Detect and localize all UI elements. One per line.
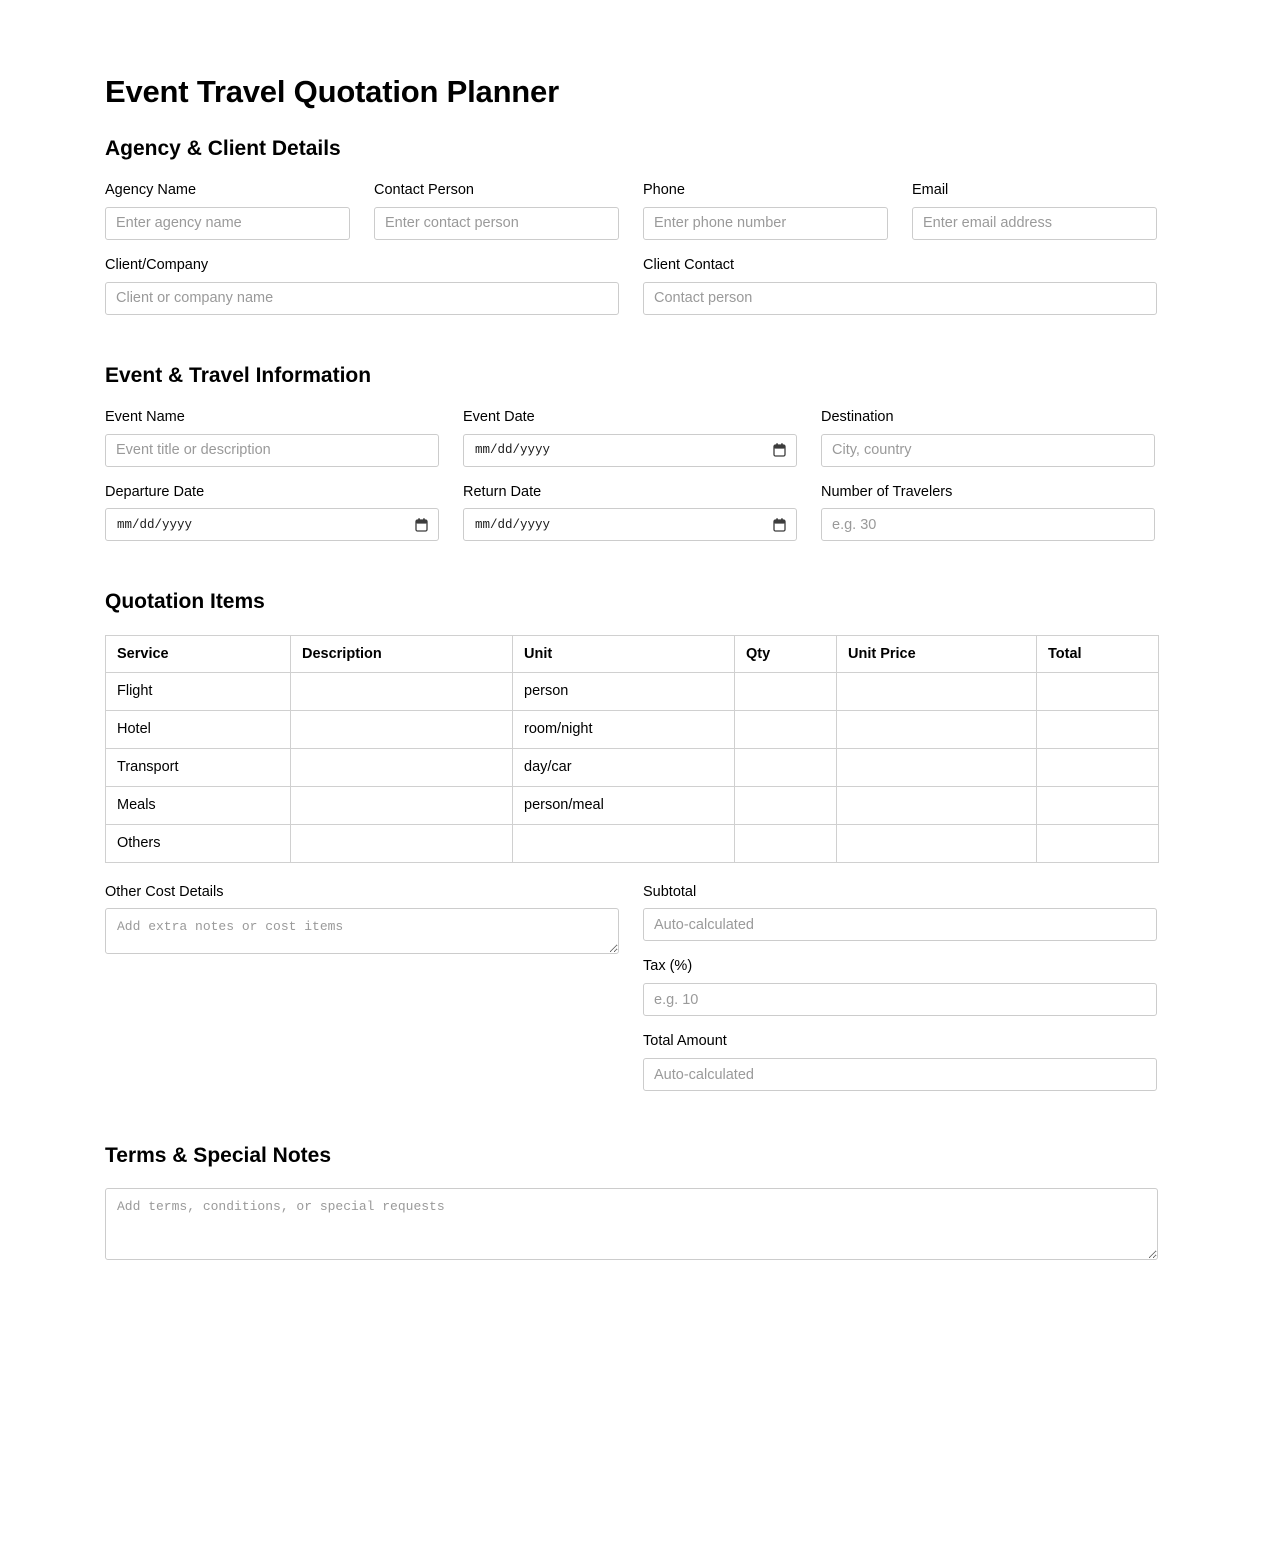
cell-qty[interactable] [735, 673, 837, 711]
cell-qty[interactable] [735, 749, 837, 787]
cell-description[interactable] [291, 749, 513, 787]
label-client-contact: Client Contact [643, 256, 735, 273]
departure-date-input[interactable] [105, 508, 439, 541]
event-name-input[interactable] [105, 434, 439, 467]
cell-total [1037, 786, 1159, 824]
field-subtotal [643, 883, 1157, 942]
field-number-of-travelers [821, 483, 1155, 542]
column-header-qty: Qty [735, 635, 837, 673]
table-header-row [106, 635, 1159, 673]
cost-and-totals-area [105, 883, 1158, 1092]
cell-unit-price[interactable] [837, 786, 1037, 824]
cell-service: Others [106, 824, 291, 862]
field-tax-percent [643, 957, 1157, 1016]
cell-unit: person/meal [513, 786, 735, 824]
event-date-placeholder-text: mm/dd/yyyy [475, 443, 551, 458]
label-email: Email [912, 181, 949, 198]
field-agency-name [105, 181, 350, 240]
label-total-amount: Total Amount [643, 1033, 727, 1050]
cell-total [1037, 824, 1159, 862]
cell-qty[interactable] [735, 711, 837, 749]
label-return-date: Return Date [463, 483, 542, 500]
label-departure-date: Departure Date [105, 483, 205, 500]
table-row [106, 824, 1159, 862]
event-date-input[interactable] [463, 434, 797, 467]
email-input[interactable] [912, 207, 1157, 240]
cell-total [1037, 711, 1159, 749]
cell-service: Flight [106, 673, 291, 711]
quotation-items-section [105, 589, 1158, 1091]
travel-row-1 [105, 408, 1158, 467]
column-header-service: Service [106, 635, 291, 673]
cell-unit-price[interactable] [837, 673, 1037, 711]
cell-unit: person [513, 673, 735, 711]
field-client-company [105, 256, 619, 315]
event-date-wrapper [463, 434, 797, 467]
field-event-name [105, 408, 439, 467]
label-number-of-travelers: Number of Travelers [821, 483, 953, 500]
field-phone [643, 181, 888, 240]
column-header-unit: Unit [513, 635, 735, 673]
label-phone: Phone [643, 181, 685, 198]
terms-notes-textarea[interactable] [105, 1188, 1158, 1260]
terms-box [105, 1188, 1158, 1265]
table-row [106, 749, 1159, 787]
table-body [106, 673, 1159, 862]
table-head [106, 635, 1159, 673]
destination-input[interactable] [821, 434, 1155, 467]
column-header-unit-price: Unit Price [837, 635, 1037, 673]
agency-row-1 [105, 181, 1158, 240]
field-email [912, 181, 1157, 240]
cell-unit: room/night [513, 711, 735, 749]
label-event-date: Event Date [463, 408, 535, 425]
label-subtotal: Subtotal [643, 883, 697, 900]
cell-service: Transport [106, 749, 291, 787]
table-row [106, 711, 1159, 749]
return-date-input[interactable] [463, 508, 797, 541]
agency-name-input[interactable] [105, 207, 350, 240]
cell-unit: day/car [513, 749, 735, 787]
agency-client-details-section [105, 136, 1158, 315]
phone-input[interactable] [643, 207, 888, 240]
total-amount-input[interactable] [643, 1058, 1157, 1091]
label-tax-percent: Tax (%) [643, 958, 693, 975]
cell-unit-price[interactable] [837, 824, 1037, 862]
cell-total [1037, 749, 1159, 787]
departure-date-wrapper [105, 508, 439, 541]
cell-unit [513, 824, 735, 862]
client-company-input[interactable] [105, 282, 619, 315]
number-of-travelers-input[interactable] [821, 508, 1155, 541]
table-row [106, 786, 1159, 824]
field-destination [821, 408, 1155, 467]
section-title-items: Quotation Items [105, 590, 265, 614]
cell-unit-price[interactable] [837, 711, 1037, 749]
other-cost-column [105, 883, 619, 1092]
label-event-name: Event Name [105, 408, 185, 425]
page-title: Event Travel Quotation Planner [105, 74, 559, 109]
cell-service: Meals [106, 786, 291, 824]
cell-description[interactable] [291, 673, 513, 711]
field-contact-person [374, 181, 619, 240]
other-cost-details-textarea[interactable] [105, 908, 619, 954]
label-other-cost-details: Other Cost Details [105, 883, 224, 900]
field-total-amount [643, 1032, 1157, 1091]
event-travel-information-section [105, 363, 1158, 542]
cell-description[interactable] [291, 711, 513, 749]
subtotal-input[interactable] [643, 908, 1157, 941]
cell-qty[interactable] [735, 824, 837, 862]
totals-column [643, 883, 1157, 1092]
field-return-date [463, 483, 797, 542]
terms-special-notes-section [105, 1143, 1158, 1265]
return-date-placeholder-text: mm/dd/yyyy [475, 517, 551, 532]
label-client-company: Client/Company [105, 256, 209, 273]
agency-row-2 [105, 256, 1158, 315]
tax-percent-input[interactable] [643, 983, 1157, 1016]
column-header-total: Total [1037, 635, 1159, 673]
label-destination: Destination [821, 408, 894, 425]
section-title-agency: Agency & Client Details [105, 136, 341, 160]
cell-description[interactable] [291, 824, 513, 862]
section-title-travel: Event & Travel Information [105, 363, 372, 387]
cell-qty[interactable] [735, 786, 837, 824]
field-event-date [463, 408, 797, 467]
label-contact-person: Contact Person [374, 181, 474, 198]
return-date-wrapper [463, 508, 797, 541]
cell-unit-price[interactable] [837, 749, 1037, 787]
table-row [106, 673, 1159, 711]
field-departure-date [105, 483, 439, 542]
contact-person-input[interactable] [374, 207, 619, 240]
cell-description[interactable] [291, 786, 513, 824]
label-agency-name: Agency Name [105, 181, 197, 198]
client-contact-input[interactable] [643, 282, 1157, 315]
section-title-terms: Terms & Special Notes [105, 1144, 332, 1168]
field-other-cost-details [105, 883, 619, 955]
quotation-items-table [105, 635, 1159, 863]
field-client-contact [643, 256, 1157, 315]
departure-date-placeholder-text: mm/dd/yyyy [117, 517, 193, 532]
cell-total [1037, 673, 1159, 711]
travel-row-2 [105, 483, 1158, 542]
cell-service: Hotel [106, 711, 291, 749]
column-header-description: Description [291, 635, 513, 673]
